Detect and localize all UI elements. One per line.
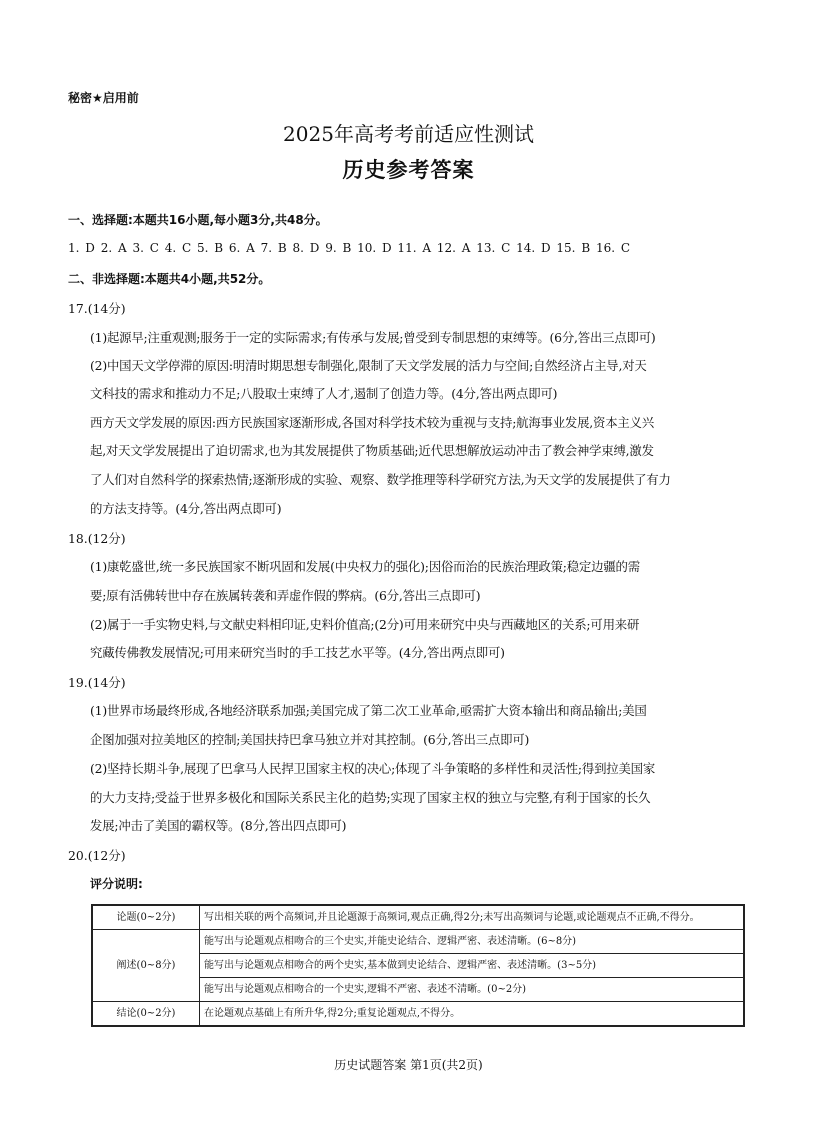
q18-part2-line2: 究藏传佛教发展情况;可用来研究当时的手工技艺水平等。(4分,答出两点即可) [90, 645, 505, 660]
section1-heading: 一、选择题:本题共16小题,每小题3分,共48分。 [68, 213, 328, 227]
q19-part2-line1: (2)坚持长期斗争,展现了巴拿马人民捍卫国家主权的决心;体现了斗争策略的多样性和灵活性;得到拉美国家 [90, 761, 656, 776]
q17-part2-line1: (2)中国天文学停滞的原因:明清时期思想专制强化,限制了天文学发展的活力与空间;自然经济占主导,对天 [90, 358, 647, 373]
q19-label: 19.(14分) [68, 675, 126, 690]
q17-part3-line2: 起,对天文学发展提出了迫切需求,也为其发展提供了物质基础;近代思想解放运动冲击了教会神学束缚,激发 [90, 443, 654, 458]
q17-part1: (1)起源早;注重观测;服务于一定的实际需求;有传承与发展;曾受到专制思想的束缚等。(6分,答出三点即可) [90, 330, 656, 345]
page-footer: 历史试题答案 第1页(共2页) [334, 1058, 483, 1072]
q18-part2-line1: (2)属于一手实物史料,与文献史料相印证,史料价值高;(2分)可用来研究中央与西藏地区的关系;可用来研 [90, 617, 640, 632]
rubric-label-conclusion: 结论(0~2分) [92, 1002, 200, 1027]
confidential-mark: 秘密★启用前 [68, 91, 139, 105]
rubric-text-conclusion: 在论题观点基础上有所升华,得2分;重复论题观点,不得分。 [200, 1002, 745, 1027]
rubric-heading: 评分说明: [90, 877, 143, 891]
q19-part1-line1: (1)世界市场最终形成,各地经济联系加强;美国完成了第二次工业革命,亟需扩大资本输出和商品输出;美国 [90, 703, 647, 718]
q17-part3-line1: 西方天文学发展的原因:西方民族国家逐渐形成,各国对科学技术较为重视与支持;航海事业发展,资本主义兴 [90, 415, 655, 430]
choice-answers: 1. D 2. A 3. C 4. C 5. B 6. A 7. B 8. D 9. B 10. D 11. A 12. A 13. C 14. D 15. B 16. C [68, 241, 631, 255]
exam-title: 2025年高考考前适应性测试 [283, 122, 534, 146]
rubric-table [91, 904, 745, 1027]
rubric-row-conclusion [92, 1002, 744, 1027]
q20-label: 20.(12分) [68, 848, 126, 863]
q17-part3-line3: 了人们对自然科学的探索热情;逐渐形成的实验、观察、数学推理等科学研究方法,为天文学的发展提供了有力 [90, 472, 671, 487]
q19-part2-line3: 发展;冲击了美国的霸权等。(8分,答出四点即可) [90, 818, 347, 833]
page-title: 历史参考答案 [342, 158, 475, 182]
rubric-text-exposition-b: 能写出与论题观点相吻合的两个史实,基本做到史论结合、逻辑严密、表述清晰。(3~5分) [200, 954, 745, 978]
q18-part1-line1: (1)康乾盛世,统一多民族国家不断巩固和发展(中央权力的强化);因俗而治的民族治理政策;稳定边疆的需 [90, 559, 640, 574]
rubric-text-thesis: 写出相关联的两个高频词,并且论题源于高频词,观点正确,得2分;未写出高频词与论题,或论题观点不正确,不得分。 [200, 905, 745, 930]
rubric-text-exposition-a: 能写出与论题观点相吻合的三个史实,并能史论结合、逻辑严密、表述清晰。(6~8分) [200, 930, 745, 954]
q18-label: 18.(12分) [68, 531, 126, 546]
rubric-text-exposition-c: 能写出与论题观点相吻合的一个史实,逻辑不严密、表述不清晰。(0~2分) [200, 978, 745, 1002]
rubric-row-exposition-a [92, 930, 744, 954]
q19-part1-line2: 企图加强对拉美地区的控制;美国扶持巴拿马独立并对其控制。(6分,答出三点即可) [90, 732, 530, 747]
rubric-row-thesis [92, 905, 744, 930]
q17-part2-line2: 文科技的需求和推动力不足;八股取士束缚了人才,遏制了创造力等。(4分,答出两点即可) [90, 386, 558, 401]
q17-label: 17.(14分) [68, 301, 126, 316]
rubric-label-exposition: 阐述(0~8分) [92, 930, 200, 1002]
rubric-label-thesis: 论题(0~2分) [92, 905, 200, 930]
section2-heading: 二、非选择题:本题共4小题,共52分。 [68, 272, 271, 286]
q17-part3-line4: 的方法支持等。(4分,答出两点即可) [90, 501, 282, 516]
q18-part1-line2: 要;原有活佛转世中存在族属转袭和弄虚作假的弊病。(6分,答出三点即可) [90, 588, 481, 603]
q19-part2-line2: 的大力支持;受益于世界多极化和国际关系民主化的趋势;实现了国家主权的独立与完整,有利于国家的长久 [90, 790, 651, 805]
